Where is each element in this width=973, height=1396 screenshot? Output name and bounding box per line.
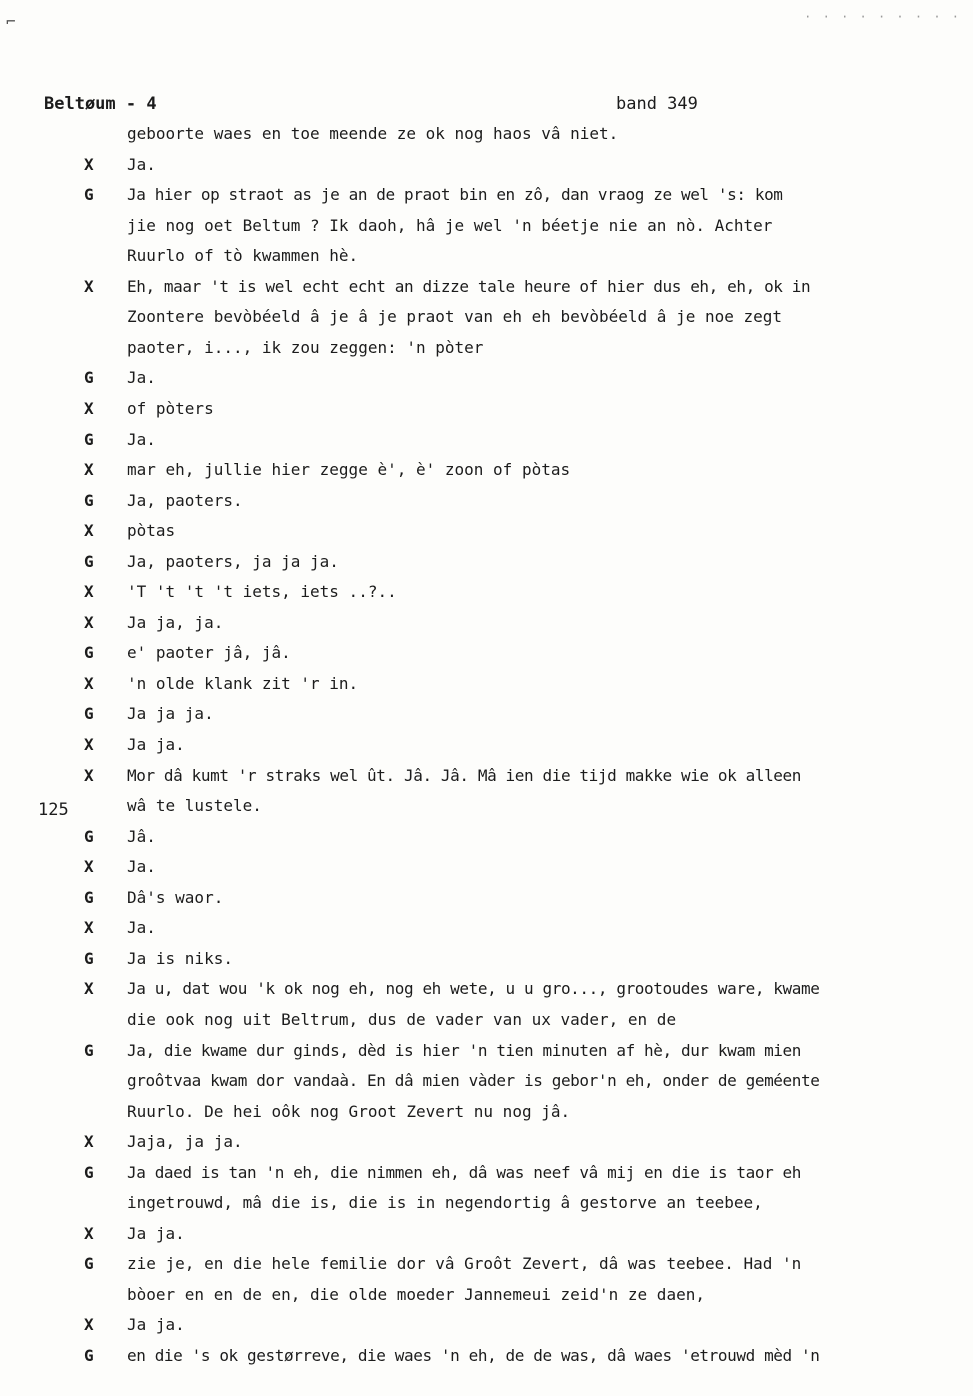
transcript-line xyxy=(0,643,973,673)
line-text: Ja ja, ja. xyxy=(127,612,224,632)
transcript-line xyxy=(0,704,973,734)
transcript-line xyxy=(0,521,973,551)
transcript-line xyxy=(0,307,973,337)
speaker-label: X xyxy=(84,1223,94,1243)
speaker-label: X xyxy=(84,276,94,296)
line-text: Ja hier op straot as je an de praot bin en zô, dan vraog ze wel 's: kom xyxy=(127,185,783,205)
speaker-label: G xyxy=(84,185,94,205)
transcript-line xyxy=(0,185,973,215)
line-text: Ja. xyxy=(127,857,156,877)
line-text: e' paoter jâ, jâ. xyxy=(127,643,291,663)
page-header-title: Beltøum - 4 xyxy=(44,94,157,114)
line-text: wâ te lustele. xyxy=(127,796,262,816)
speaker-label: G xyxy=(84,429,94,449)
line-text: 'n olde klank zit 'r in. xyxy=(127,673,359,693)
line-text: geboorte waes en toe meende ze ok nog haos vâ niet. xyxy=(127,124,619,143)
line-text: Ja is niks. xyxy=(127,948,233,968)
line-text: groôtvaa kwam dor vandaà. En dâ mien vàder is gebor'n eh, onder de geméente xyxy=(127,1071,820,1091)
transcript-line xyxy=(0,1254,973,1284)
line-text: Jaja, ja ja. xyxy=(127,1132,243,1152)
line-text: Jâ. xyxy=(127,826,156,846)
speaker-label: X xyxy=(84,979,94,999)
speaker-label: G xyxy=(84,887,94,907)
line-text: Eh, maar 't is wel echt echt an dizze tale heure of hier dus eh, eh, ok in xyxy=(127,276,811,296)
line-text: bòoer en en de en, die olde moeder Jannemeui zeid'n ze daen, xyxy=(127,1284,705,1304)
speaker-label: G xyxy=(84,490,94,510)
transcript-line xyxy=(0,613,973,643)
transcript-line xyxy=(0,888,973,918)
line-text: 'T 't 't 't iets, iets ..?.. xyxy=(127,582,397,602)
transcript-line xyxy=(0,1102,973,1132)
line-text: Ja, die kwame dur ginds, dèd is hier 'n tien minuten af hè, dur kwam mien xyxy=(127,1040,801,1060)
speaker-label: G xyxy=(84,643,94,663)
line-text: Ja. xyxy=(127,154,156,174)
speaker-label: G xyxy=(84,1040,94,1060)
transcript-line xyxy=(0,979,973,1009)
speaker-label: G xyxy=(84,368,94,388)
transcript-line xyxy=(0,582,973,612)
transcript-line xyxy=(0,918,973,948)
line-text: Ja, paoters. xyxy=(127,490,243,510)
speaker-label: X xyxy=(84,612,94,632)
speaker-label: X xyxy=(84,735,94,754)
transcript-line xyxy=(0,216,973,246)
speaker-label: X xyxy=(84,1132,94,1152)
line-text: paoter, i..., ik zou zeggen: 'n pòter xyxy=(127,337,484,357)
transcript-line xyxy=(0,1010,973,1040)
transcript-line xyxy=(0,124,973,154)
line-text: Dâ's waor. xyxy=(127,887,224,907)
transcript-line xyxy=(0,1346,973,1376)
line-text: Ja ja. xyxy=(127,1223,185,1243)
line-text: Mor dâ kumt 'r straks wel ût. Jâ. Jâ. Mâ ien die tijd makke wie ok alleen xyxy=(127,765,801,785)
transcript-line xyxy=(0,857,973,887)
line-text: Ja. xyxy=(127,918,156,938)
transcript-line xyxy=(0,1041,973,1071)
speaker-label: G xyxy=(84,826,94,846)
speaker-label: G xyxy=(84,1346,94,1365)
transcript-line xyxy=(0,796,973,826)
line-text: Ja ja. xyxy=(127,735,185,754)
line-text: Ja ja. xyxy=(127,1315,185,1335)
speaker-label: G xyxy=(84,704,94,724)
transcript-line xyxy=(0,246,973,276)
transcript-line xyxy=(0,430,973,460)
speaker-label: G xyxy=(84,948,94,968)
speaker-label: X xyxy=(84,765,94,785)
line-text: ingetrouwd, mâ die is, die is in negendortig â gestorve an teebee, xyxy=(127,1193,763,1213)
transcript-line xyxy=(0,674,973,704)
line-text: zie je, en die hele femilie dor vâ Groôt Zevert, dâ was teebee. Had 'n xyxy=(127,1254,802,1274)
margin-line-number: 125 xyxy=(38,800,69,820)
line-text: Ruurlo of tò kwammen hè. xyxy=(127,246,359,266)
speaker-label: X xyxy=(84,582,94,602)
speaker-label: X xyxy=(84,154,94,174)
line-text: die ook nog uit Beltrum, dus de vader van ux vader, en de xyxy=(127,1009,677,1029)
transcript-line xyxy=(0,1193,973,1223)
line-text: Ruurlo. De hei oôk nog Groot Zevert nu nog jâ. xyxy=(127,1101,571,1121)
line-text: jie nog oet Beltum ? Ik daoh, hâ je wel 'n béetje nie an nò. Achter xyxy=(127,215,773,235)
transcript-line xyxy=(0,399,973,429)
transcript-line xyxy=(0,1224,973,1254)
line-text: Ja u, dat wou 'k ok nog eh, nog eh wete, u u gro..., grootoudes ware, kwame xyxy=(127,979,820,999)
speaker-label: X xyxy=(84,918,94,938)
line-text: Zoontere bevòbéeld â je â je praot van eh eh bevòbéeld â je noe zegt xyxy=(127,307,783,327)
line-text: Ja. xyxy=(127,368,156,388)
transcript-line xyxy=(0,277,973,307)
transcript-line xyxy=(0,460,973,490)
speaker-label: G xyxy=(84,1162,94,1182)
speaker-label: G xyxy=(84,551,94,571)
line-text: pòtas xyxy=(127,521,176,541)
speaker-label: X xyxy=(84,673,94,693)
line-text: Ja ja ja. xyxy=(127,704,214,724)
transcript-line xyxy=(0,949,973,979)
tape-number: band 349 xyxy=(616,94,698,114)
transcript-line xyxy=(0,766,973,796)
line-text: en die 's ok gestørreve, die waes 'n eh, de de was, dâ waes 'etrouwd mèd 'n xyxy=(127,1346,820,1365)
speaker-label: X xyxy=(84,398,94,418)
speaker-label: G xyxy=(84,1254,94,1274)
speaker-label: X xyxy=(84,857,94,877)
line-text: Ja, paoters, ja ja ja. xyxy=(127,551,339,571)
speaker-label: X xyxy=(84,521,94,541)
line-text: mar eh, jullie hier zegge è', è' zoon of pòtas xyxy=(127,460,571,480)
transcript-line xyxy=(0,1285,973,1315)
transcript-line xyxy=(0,1163,973,1193)
corner-dots: · · · · · · · · · xyxy=(804,10,961,24)
speaker-label: X xyxy=(84,1315,94,1335)
line-text: Ja daed is tan 'n eh, die nimmen eh, dâ was neef vâ mij en die is taor eh xyxy=(127,1162,801,1182)
transcript-line xyxy=(0,491,973,521)
transcript-line xyxy=(0,552,973,582)
line-text: of pòters xyxy=(127,398,214,418)
line-text: Ja. xyxy=(127,429,156,449)
transcript-line xyxy=(0,368,973,398)
transcript-line xyxy=(0,155,973,185)
corner-mark: ⌐ xyxy=(6,12,16,31)
transcript-line xyxy=(0,338,973,368)
transcript-line xyxy=(0,735,973,765)
speaker-label: X xyxy=(84,460,94,480)
transcript-line xyxy=(0,1071,973,1101)
transcript-line xyxy=(0,1132,973,1162)
transcript-line xyxy=(0,827,973,857)
transcript-line xyxy=(0,1315,973,1345)
